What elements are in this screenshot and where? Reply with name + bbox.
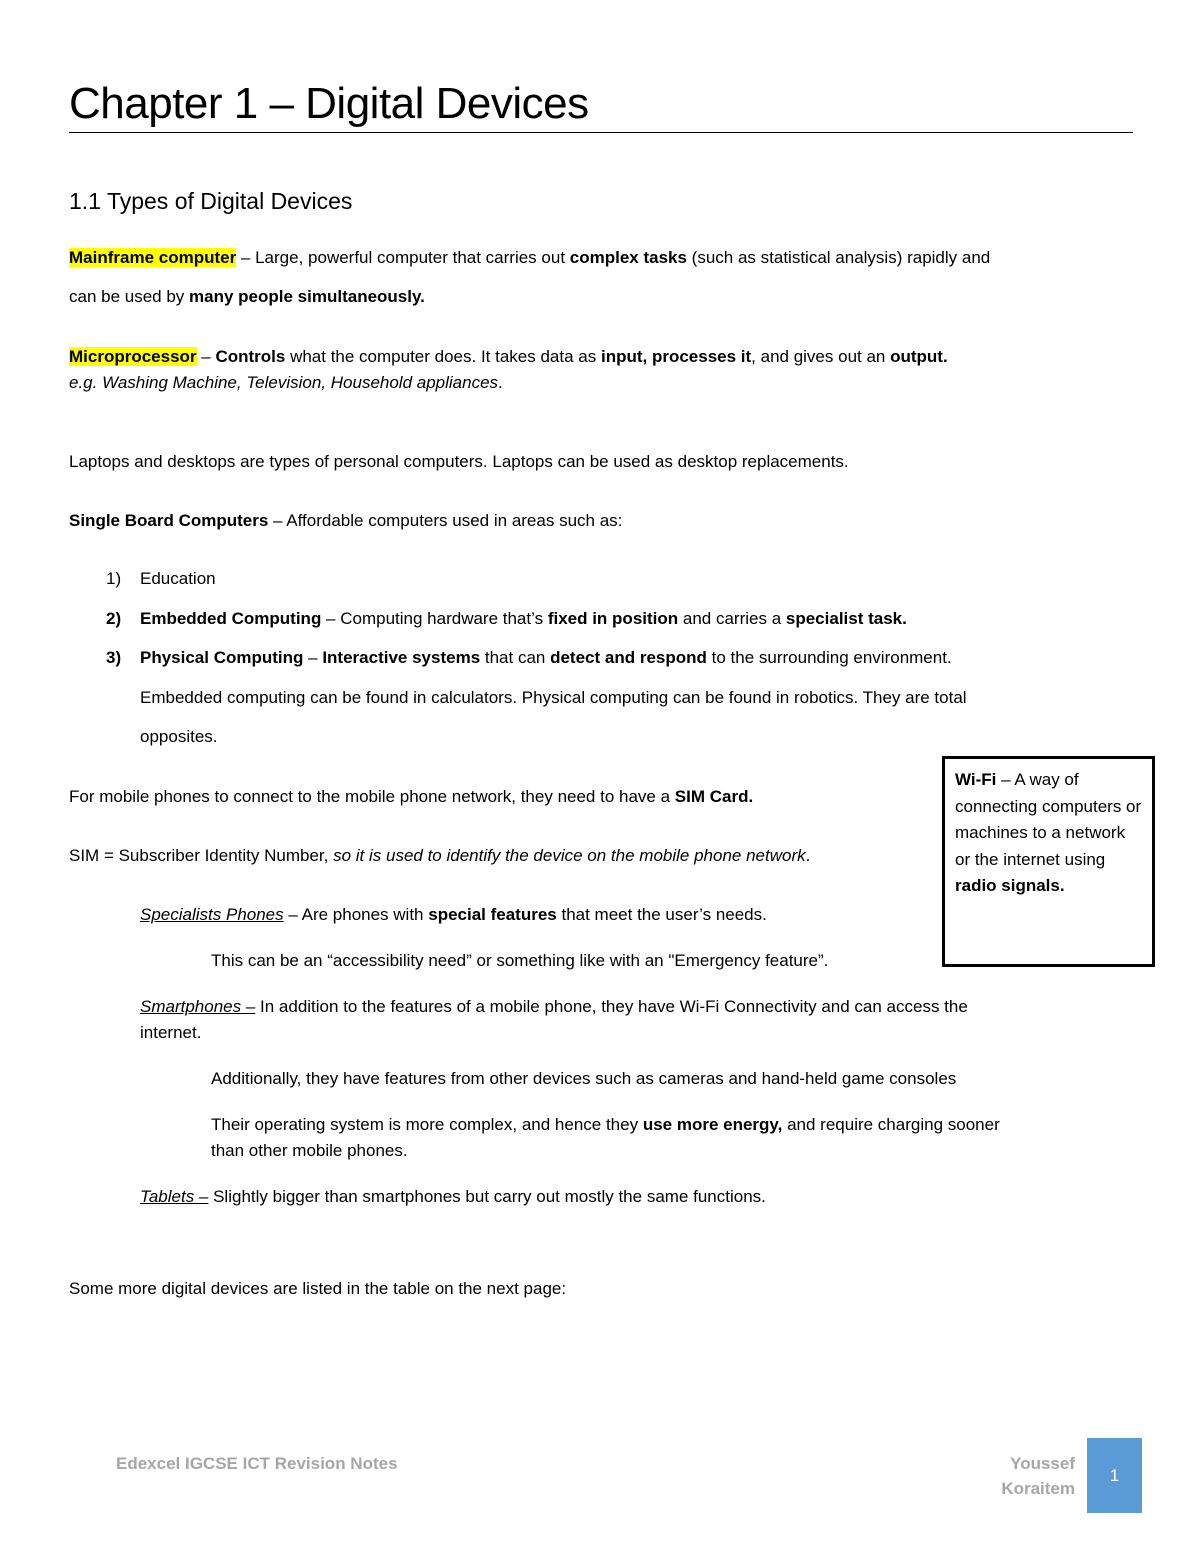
wifi-term: Wi-Fi <box>955 770 997 789</box>
list-item <box>106 646 952 670</box>
list-text: and carries a <box>678 609 786 628</box>
mobile-paragraph <box>69 785 753 809</box>
microprocessor-bold: Controls <box>215 347 286 366</box>
microprocessor-text: what the computer does. It takes data as <box>285 347 601 366</box>
microprocessor-bold: input, processes it <box>600 347 752 366</box>
microprocessor-text: – <box>196 347 216 366</box>
smartphones-bold: use more energy, <box>642 1115 783 1134</box>
list-item <box>106 567 216 591</box>
mainframe-bold: complex tasks <box>569 248 687 267</box>
smartphones-line2: internet. <box>140 1023 202 1042</box>
smartphones-line1 <box>140 995 968 1019</box>
wifi-bold: radio signals. <box>955 876 1065 895</box>
list-bold: specialist task. <box>785 609 907 628</box>
tablets-text: Slightly bigger than smartphones but carry out mostly the same functions. <box>208 1187 766 1206</box>
mainframe-bold: many people simultaneously. <box>189 287 425 306</box>
list-bold: fixed in position <box>547 609 679 628</box>
specialists-bold: special features <box>428 905 557 924</box>
smartphones-term: Smartphones – <box>140 997 256 1016</box>
wifi-definition-box <box>942 756 1155 967</box>
sim-italic: so it is used to identify the device on the mobile phone network <box>333 846 806 865</box>
specialists-paragraph <box>140 903 767 927</box>
microprocessor-text: , and gives out an <box>751 347 891 366</box>
mainframe-text: (such as statistical analysis) rapidly and <box>686 248 991 267</box>
list-note-line2: opposites. <box>140 727 218 746</box>
author-last-name: Koraitem <box>1001 1479 1075 1498</box>
sim-text: . <box>805 846 811 865</box>
section-heading: 1.1 Types of Digital Devices <box>69 188 353 214</box>
mainframe-paragraph-line1 <box>69 246 990 270</box>
specialists-text: – Are phones with <box>283 905 429 924</box>
sbc-paragraph <box>69 509 622 533</box>
smartphones-sub2-line1 <box>211 1113 1000 1137</box>
smartphones-sub1: Additionally, they have features from other devices such as cameras and hand-held game consoles <box>211 1069 957 1088</box>
list-number: 2) <box>106 609 122 628</box>
microprocessor-term: Microprocessor <box>69 347 197 366</box>
smartphones-text: and require charging sooner <box>782 1115 1000 1134</box>
list-item <box>106 607 907 631</box>
list-number: 1) <box>106 569 122 588</box>
list-note-line1: Embedded computing can be found in calculators. Physical computing can be found in robotics. They are total <box>140 688 967 707</box>
wifi-text: – A way of connecting computers or machines to a network or the internet using <box>955 770 1142 869</box>
footer-title: Edexcel IGCSE ICT Revision Notes <box>116 1454 398 1473</box>
author-first-name: Youssef <box>1010 1454 1075 1473</box>
page-number-box <box>1087 1438 1142 1513</box>
page-number: 1 <box>1109 1465 1120 1485</box>
list-text: that can <box>480 648 551 667</box>
list-bold: Physical Computing <box>140 648 304 667</box>
microprocessor-bold: output. <box>890 347 948 366</box>
list-text: – <box>303 648 323 667</box>
more-devices-paragraph: Some more digital devices are listed in the table on the next page: <box>69 1279 567 1298</box>
tablets-term: Tablets – <box>140 1187 209 1206</box>
list-bold: detect and respond <box>550 648 707 667</box>
list-text: Education <box>140 569 216 588</box>
sbc-text: – Affordable computers used in areas such as: <box>268 511 623 530</box>
sim-text: SIM = Subscriber Identity Number, <box>69 846 334 865</box>
specialists-text: that meet the user’s needs. <box>556 905 767 924</box>
laptops-paragraph: Laptops and desktops are types of personal computers. Laptops can be used as desktop replacements. <box>69 452 849 471</box>
list-bold: Interactive systems <box>322 648 481 667</box>
mainframe-text: – Large, powerful computer that carries out <box>236 248 570 267</box>
sbc-term: Single Board Computers <box>69 511 269 530</box>
example-italic: e.g. Washing Machine, Television, Household appliances <box>69 373 499 392</box>
list-text: to the surrounding environment. <box>706 648 952 667</box>
microprocessor-example <box>69 371 503 395</box>
microprocessor-paragraph <box>69 345 948 369</box>
mobile-text: For mobile phones to connect to the mobile phone network, they need to have a <box>69 787 675 806</box>
sim-paragraph <box>69 844 810 868</box>
example-end: . <box>498 373 503 392</box>
tablets-paragraph <box>140 1185 766 1209</box>
mainframe-term: Mainframe computer <box>69 248 237 267</box>
mobile-bold: SIM Card. <box>674 787 754 806</box>
list-number: 3) <box>106 648 122 667</box>
mainframe-paragraph-line2 <box>69 285 425 309</box>
smartphones-text: Their operating system is more complex, and hence they <box>211 1115 643 1134</box>
specialists-sub: This can be an “accessibility need” or something like with an "Emergency feature”. <box>211 951 829 970</box>
smartphones-text: In addition to the features of a mobile phone, they have Wi-Fi Connectivity and can access the <box>255 997 968 1016</box>
list-text: – Computing hardware that’s <box>321 609 548 628</box>
mainframe-text: can be used by <box>69 287 190 306</box>
list-bold: Embedded Computing <box>140 609 322 628</box>
chapter-title: Chapter 1 – Digital Devices <box>69 79 589 128</box>
smartphones-sub2-line2: than other mobile phones. <box>211 1141 408 1160</box>
specialists-term: Specialists Phones <box>140 905 284 924</box>
footer-author <box>1001 1451 1075 1501</box>
title-rule <box>69 132 1133 133</box>
